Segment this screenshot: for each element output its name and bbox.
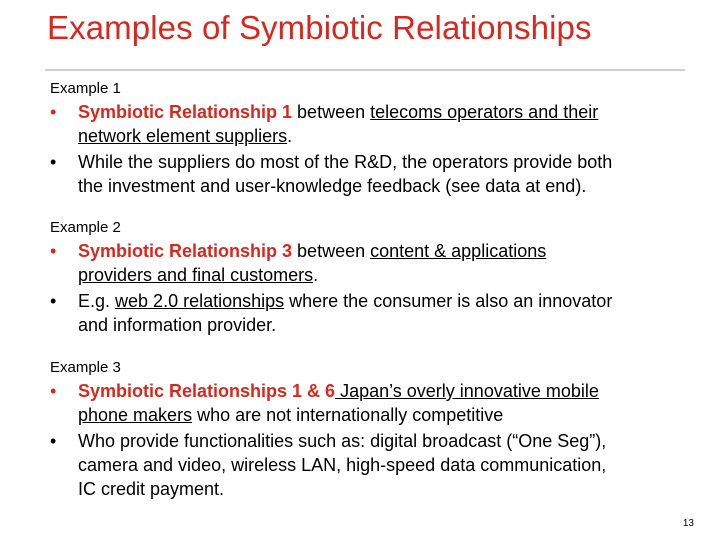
example-1-label: Example 1 xyxy=(50,80,121,97)
bullet-text-line-2: camera and video, wireless LAN, high-speed data communication, xyxy=(78,455,607,475)
punctuation: . xyxy=(313,265,319,285)
page-number: 13 xyxy=(682,518,694,529)
example-3-bullet-2 xyxy=(50,429,690,501)
relationship-label: Symbiotic Relationships 1 & 6 xyxy=(78,381,336,401)
link-network-suppliers[interactable]: network element suppliers xyxy=(78,126,288,146)
link-phone-makers[interactable]: phone makers xyxy=(78,405,193,425)
relationship-label: Symbiotic Relationship 1 xyxy=(78,102,293,122)
example-2-bullet-1 xyxy=(50,239,690,287)
example-1-bullet-2 xyxy=(50,150,690,198)
link-japan-mobile-makers[interactable]: Japan’s overly innovative mobile xyxy=(335,381,599,401)
example-2-label: Example 2 xyxy=(50,219,121,236)
link-web-2-relationships[interactable]: web 2.0 relationships xyxy=(115,291,285,311)
bullet-icon: • xyxy=(50,152,57,172)
bullet-text-suffix: who are not internationally competitive xyxy=(192,405,504,425)
bullet-text-line-2: the investment and user-knowledge feedback (see data at end). xyxy=(78,176,587,196)
link-telecoms-operators[interactable]: telecoms operators and their xyxy=(370,102,599,122)
example-2-section xyxy=(50,219,690,339)
connector-text: between xyxy=(292,241,371,261)
example-3-bullet-1 xyxy=(50,379,690,427)
example-3-section xyxy=(50,359,690,503)
connector-text: between xyxy=(292,102,371,122)
bullet-text-prefix: E.g. xyxy=(78,291,116,311)
link-final-customers[interactable]: providers and final customers xyxy=(78,265,314,285)
bullet-text-suffix: where the consumer is also an innovator xyxy=(284,291,613,311)
bullet-icon: • xyxy=(50,241,57,261)
relationship-label: Symbiotic Relationship 3 xyxy=(78,241,293,261)
example-1-section xyxy=(50,80,690,200)
title-divider xyxy=(45,69,685,71)
example-3-label: Example 3 xyxy=(50,359,121,376)
bullet-text-line-1: Who provide functionalities such as: digital broadcast (“One Seg”), xyxy=(78,431,607,451)
link-content-applications[interactable]: content & applications xyxy=(370,241,547,261)
example-1-bullet-1 xyxy=(50,100,690,148)
bullet-text-line-3: IC credit payment. xyxy=(78,479,225,499)
bullet-text-line-1: While the suppliers do most of the R&D, the operators provide both xyxy=(78,152,613,172)
bullet-icon: • xyxy=(50,291,57,311)
bullet-icon: • xyxy=(50,431,57,451)
example-2-bullet-2 xyxy=(50,289,690,337)
bullet-icon: • xyxy=(50,381,57,401)
bullet-text-line-2: and information provider. xyxy=(78,315,277,335)
slide-title: Examples of Symbiotic Relationships xyxy=(47,9,592,46)
bullet-icon: • xyxy=(50,102,57,122)
punctuation: . xyxy=(287,126,293,146)
